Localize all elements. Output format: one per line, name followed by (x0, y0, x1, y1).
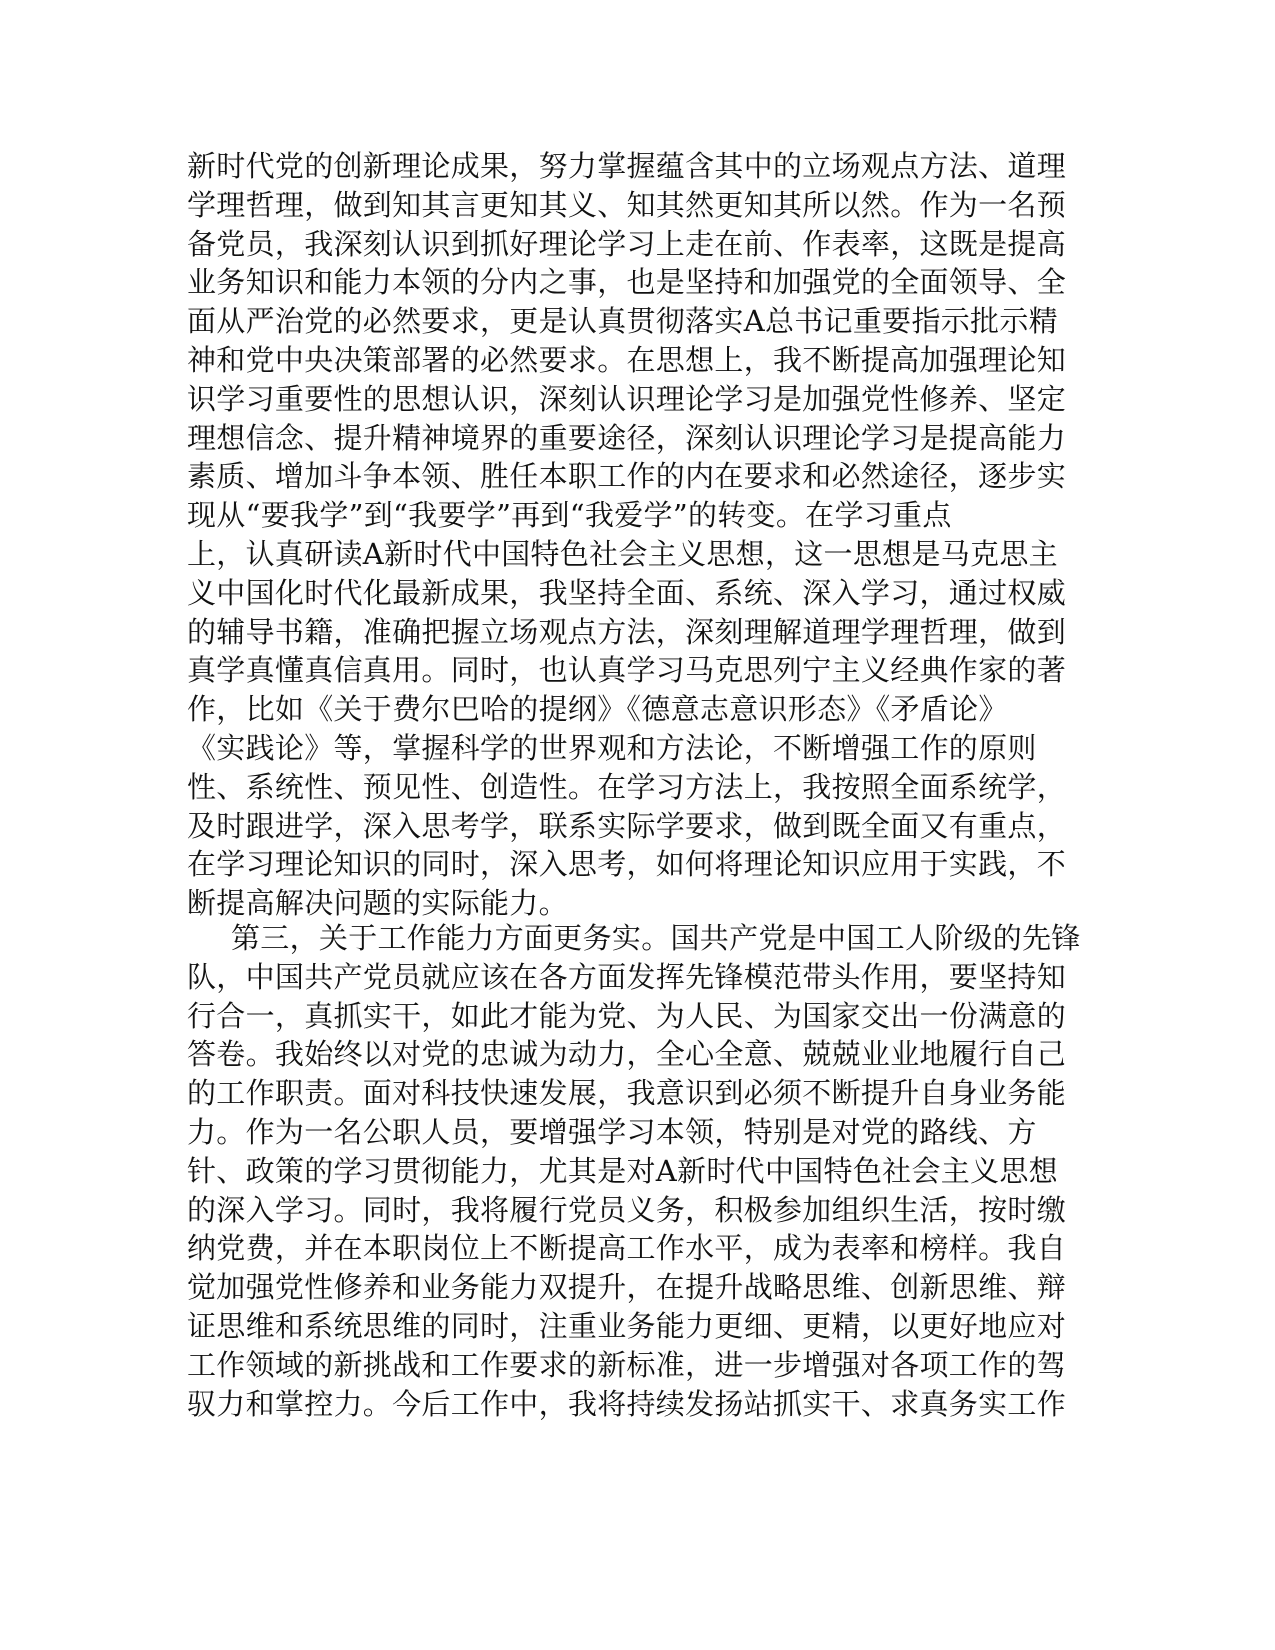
paragraph-line: 队，中国共产党员就应该在各方面发挥先锋模范带头作用，要坚持知 (187, 959, 1067, 994)
paragraph-line: 真学真懂真信真用。同时，也认真学习马克思列宁主义经典作家的著 (187, 653, 1067, 688)
paragraph-line: 学理哲理，做到知其言更知其义、知其然更知其所以然。作为一名预 (187, 187, 1067, 222)
paragraph-line: 针、政策的学习贯彻能力，尤其是对A新时代中国特色社会主义思想 (187, 1153, 1058, 1188)
paragraph-line: 证思维和系统思维的同时，注重业务能力更细、更精，以更好地应对 (187, 1308, 1067, 1343)
paragraph-line: 作，比如《关于费尔巴哈的提纲》《德意志意识形态》《矛盾论》 (187, 692, 1008, 727)
paragraph-line: 的工作职责。面对科技快速发展，我意识到必须不断提升自身业务能 (187, 1076, 1067, 1111)
paragraph-line: 第三，关于工作能力方面更务实。国共产党是中国工人阶级的先锋 (231, 921, 1081, 955)
paragraph-line: 上，认真研读A新时代中国特色社会主义思想，这一思想是马克思主 (187, 536, 1058, 571)
paragraph-line: 驭力和掌控力。今后工作中，我将持续发扬站抓实干、求真务实工作 (187, 1386, 1067, 1421)
paragraph-line: 现从“要我学”到“我要学”再到“我爱学”的转变。在学习重点 (187, 498, 952, 533)
paragraph-line: 行合一，真抓实干，如此才能为党、为人民、为国家交出一份满意的 (187, 998, 1067, 1033)
paragraph-line: 纳党费，并在本职岗位上不断提高工作水平，成为表率和榜样。我自 (187, 1231, 1067, 1266)
paragraph-line: 的深入学习。同时，我将履行党员义务，积极参加组织生活，按时缴 (187, 1192, 1067, 1227)
paragraph-line: 《实践论》等，掌握科学的世界观和方法论，不断增强工作的原则 (187, 730, 1037, 765)
paragraph-line: 性、系统性、预见性、创造性。在学习方法上，我按照全面系统学， (187, 769, 1067, 804)
paragraph-line: 答卷。我始终以对党的忠诚为动力，全心全意、兢兢业业地履行自己 (187, 1037, 1067, 1072)
paragraph-line: 素质、增加斗争本领、胜任本职工作的内在要求和必然途径，逐步实 (187, 459, 1067, 494)
paragraph-line: 断提高解决问题的实际能力。 (187, 886, 568, 921)
paragraph-line: 神和党中央决策部署的必然要求。在思想上，我不断提高加强理论知 (187, 342, 1067, 377)
paragraph-line: 业务知识和能力本领的分内之事，也是坚持和加强党的全面领导、全 (187, 265, 1067, 300)
paragraph-line: 的辅导书籍，准确把握立场观点方法，深刻理解道理学理哲理，做到 (187, 614, 1067, 649)
paragraph-line: 工作领域的新挑战和工作要求的新标准，进一步增强对各项工作的驾 (187, 1347, 1067, 1382)
paragraph-line: 力。作为一名公职人员，要增强学习本领，特别是对党的路线、方 (187, 1114, 1037, 1149)
paragraph-line: 及时跟进学，深入思考学，联系实际学要求，做到既全面又有重点， (187, 808, 1067, 843)
paragraph-line: 新时代党的创新理论成果，努力掌握蕴含其中的立场观点方法、道理 (187, 149, 1067, 183)
paragraph-1 (187, 147, 1077, 923)
paragraph-2 (187, 919, 1081, 1423)
paragraph-line: 备党员，我深刻认识到抓好理论学习上走在前、作表率，这既是提高 (187, 226, 1067, 261)
paragraph-line: 理想信念、提升精神境界的重要途径，深刻认识理论学习是提高能力 (187, 420, 1067, 455)
paragraph-line: 面从严治党的必然要求，更是认真贯彻落实A总书记重要指示批示精 (187, 304, 1058, 339)
paragraph-line: 义中国化时代化最新成果，我坚持全面、系统、深入学习，通过权威 (187, 575, 1067, 610)
paragraph-line: 识学习重要性的思想认识，深刻认识理论学习是加强党性修养、坚定 (187, 381, 1067, 416)
paragraph-line: 觉加强党性修养和业务能力双提升，在提升战略思维、创新思维、辩 (187, 1270, 1067, 1305)
paragraph-line: 在学习理论知识的同时，深入思考，如何将理论知识应用于实践，不 (187, 847, 1067, 882)
